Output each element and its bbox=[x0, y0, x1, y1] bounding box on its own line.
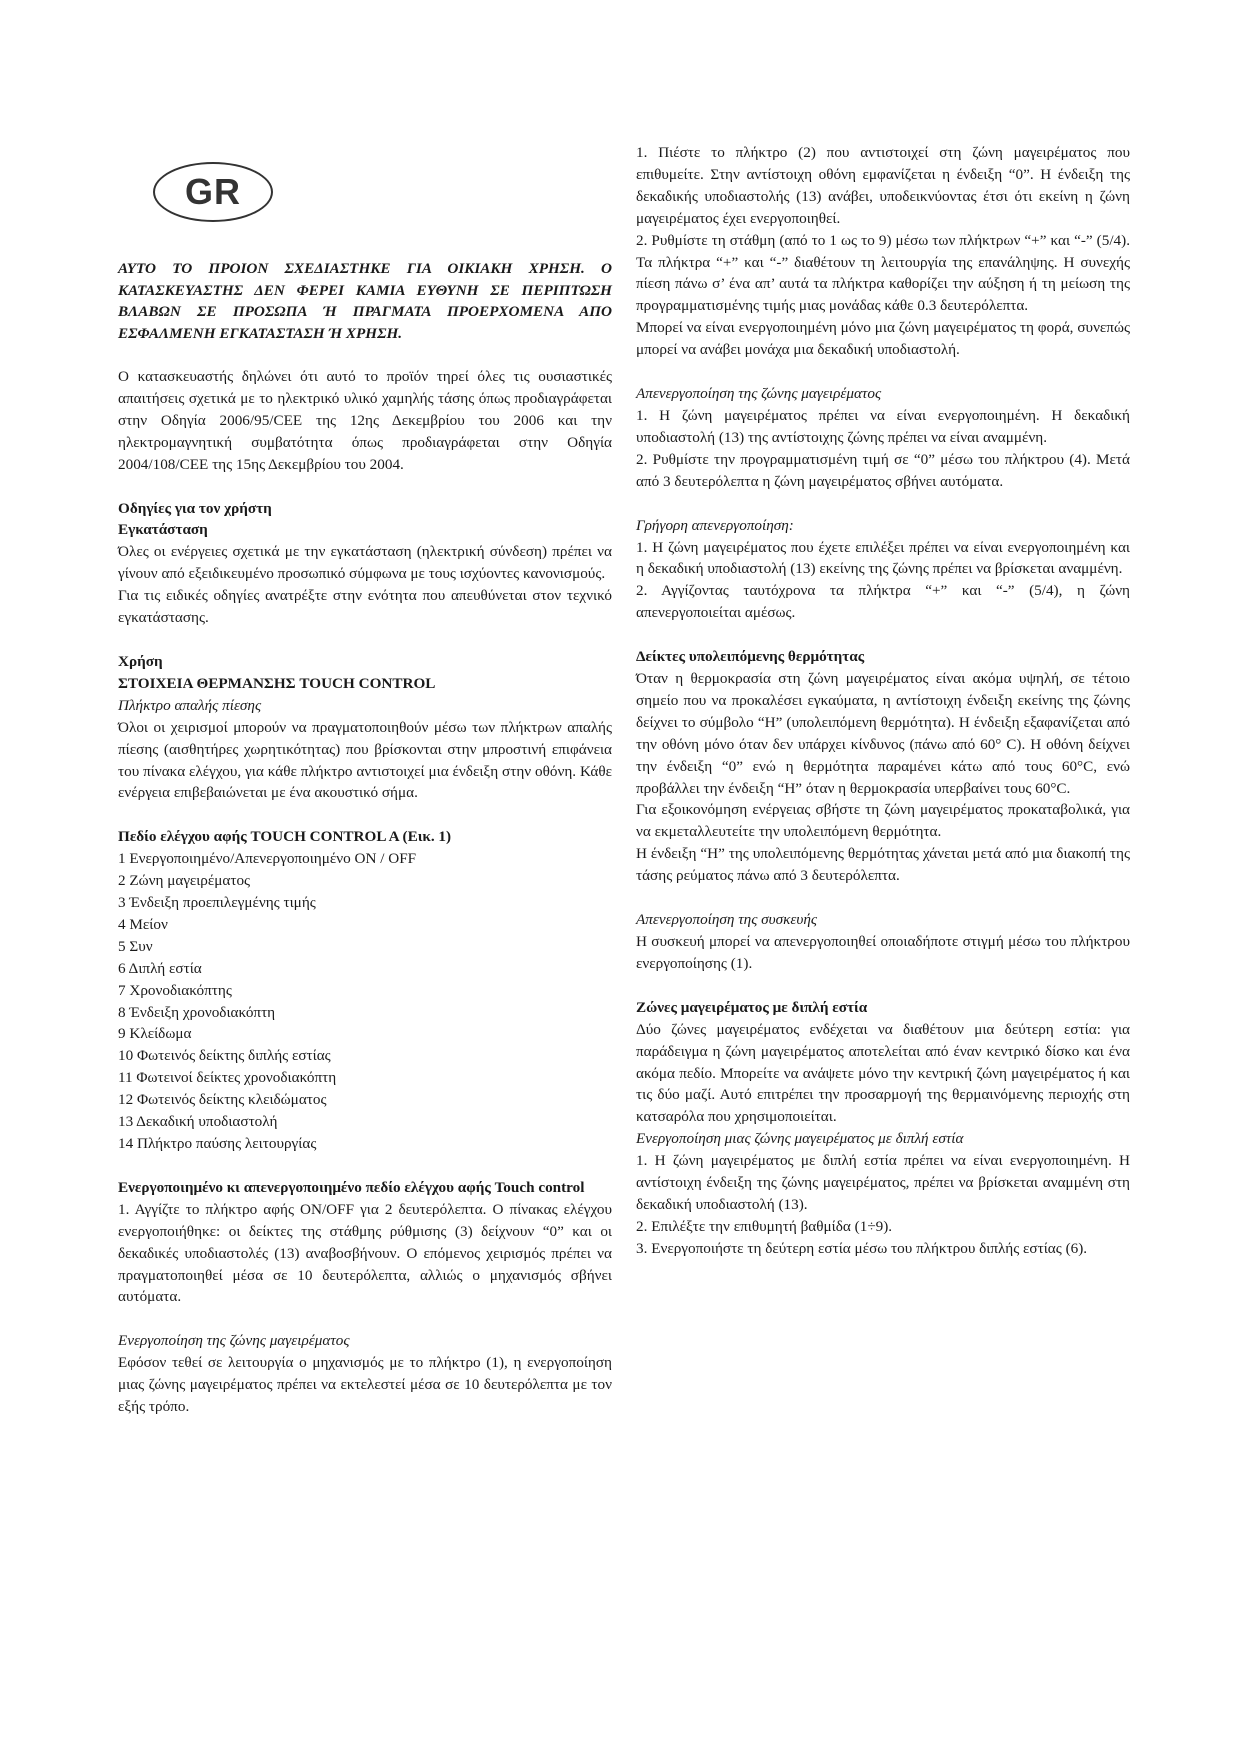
quick-off-heading: Γρήγορη απενεργοποίηση: bbox=[636, 516, 794, 534]
list-item: 4 Μείον bbox=[118, 915, 168, 933]
touch-elements-heading: ΣΤΟΙΧΕΙΑ ΘΕΡΜΑΝΣΗΣ TOUCH CONTROL bbox=[118, 674, 436, 692]
quick-off-step-2: 2. Αγγίζοντας ταυτόχρονα τα πλήκτρα “+” και “-” (5/4), η ζώνη απενεργοποιείται αμέσως. bbox=[636, 582, 1130, 622]
zone-on-note: Μπορεί να είναι ενεργοποιημένη μόνο μια ζώνη μαγειρέματος τη φορά, συνεπώς μπορεί να ανάβει μονάχα μια δεκαδική υποδιαστολή. bbox=[636, 319, 1130, 359]
list-item: 1 Ενεργοποιημένο/Απενεργοποιημένο ON / OFF bbox=[118, 850, 417, 868]
zone-on-text: Εφόσον τεθεί σε λειτουργία ο μηχανισμός με το πλήκτρο (1), η ενεργοποίηση μιας ζώνης μαγειρέματος πρέπει να εκτελεστεί μέσα σε 10 δευτερόλεπτα με τον εξής τρόπο. bbox=[118, 1354, 612, 1416]
list-item: 9 Κλείδωμα bbox=[118, 1025, 192, 1043]
list-item: 12 Φωτεινός δείκτης κλειδώματος bbox=[118, 1091, 327, 1109]
zone-off-step-1: 1. Η ζώνη μαγειρέματος πρέπει να είναι ενεργοποιημένη. Η δεκαδική υποδιαστολή (13) της αντίστοιχης ζώνης πρέπει να είναι αναμμένη. bbox=[636, 406, 1130, 446]
safety-warning: ΑΥΤΟ ΤΟ ΠΡΟΙΟΝ ΣΧΕΔΙΑΣΤΗΚΕ ΓΙΑ ΟΙΚΙΑΚΗ ΧΡΗΣΗ. Ο ΚΑΤΑΣΚΕΥΑΣΤΗΣ ΔΕΝ ΦΕΡΕΙ ΚΑΜΙΑ ΕΥΘΥΝΗ ΣΕ ΠΕΡΙΠΤΩΣΗ ΒΛΑΒΩΝ ΣΕ ΠΡΟΣΩΠΑ Ή ΠΡΑΓΜΑΤΑ ΠΡΟΕΡΧΟΜΕΝΑ ΑΠΟ ΕΣΦΑΛΜΕΝΗ ΕΓΚΑΤΑΣΤΑΣΗ Ή ΧΡΗΣΗ. bbox=[118, 260, 612, 342]
country-code: GR bbox=[185, 171, 241, 212]
list-item: 3 Ένδειξη προεπιλεγμένης τιμής bbox=[118, 894, 316, 912]
list-item: 7 Χρονοδιακόπτης bbox=[118, 981, 232, 999]
double-zone-step-1: 1. Η ζώνη μαγειρέματος με διπλή εστία πρέπει να είναι ενεργοποιημένη. Η αντίστοιχη ένδειξη της ζώνης μαγειρέματος, πρέπει να βρίσκεται αναμμένη στη δεκαδική υποδιαστολή (13). bbox=[636, 1152, 1130, 1213]
zone-on-step-1: 1. Πιέστε το πλήκτρο (2) που αντιστοιχεί στη ζώνη μαγειρέματος που επιθυμείτε. Στην αντίστοιχη οθόνη εμφανίζεται η ένδειξη “0”. Η ένδειξη της δεκαδικής υποδιαστολής (13) ανάβει, υποδεικνύοντας έτσι ότι εκείνη η ζώνη μαγειρέματος έχει ενεργοποιηθεί. bbox=[636, 144, 1130, 227]
soft-key-text: Όλοι οι χειρισμοί μπορούν να πραγματοποιηθούν μέσω των πλήκτρων απαλής πίεσης (αισθητήρες χωρητικότητας) που βρίσκονται στην μπροστινή επιφάνεια του πίνακα ελέγχου, για κάθε πλήκτρο αντιστοιχεί μια ένδειξη στην οθόνη. Κάθε ενέργεια επιβεβαιώνεται με ένα ακουστικό σήμα. bbox=[118, 718, 612, 802]
list-item: 5 Συν bbox=[118, 937, 153, 955]
use-heading: Χρήση bbox=[118, 652, 163, 670]
list-item: 14 Πλήκτρο παύσης λειτουργίας bbox=[118, 1135, 317, 1152]
country-badge-gr bbox=[153, 162, 273, 222]
list-item: 6 Διπλή εστία bbox=[118, 959, 202, 977]
residual-heat-text-2: Για εξοικονόμηση ενέργειας σβήστε τη ζώνη μαγειρέματος προκαταβολικά, για να εκμεταλλευτείτε την υπολειπόμενη θερμότητα. bbox=[636, 801, 1130, 841]
quick-off-step-1: 1. Η ζώνη μαγειρέματος που έχετε επιλέξει πρέπει να είναι ενεργοποιημένη και η δεκαδική υποδιαστολή (13) εκείνης της ζώνης πρέπει να βρίσκεται αναμμένη. bbox=[636, 538, 1130, 578]
zone-on-step-2: 2. Ρυθμίστε τη στάθμη (από το 1 ως το 9) μέσω των πλήκτρων “+” και “-” (5/4). Τα πλήκτρα “+” και “-” διαθέτουν τη λειτουργία της επανάληψης. Η συνεχής πίεση πάνω σ’ ένα απ’ αυτά τα πλήκτρα καθορίζει την αύξηση ή τη μείωση της προγραμματισμένης τιμής μιας μονάδας κάθε 0.3 δευτερόλεπτα. bbox=[636, 231, 1130, 315]
panel-legend-list bbox=[118, 848, 612, 1155]
installation-text-2: Για τις ειδικές οδηγίες ανατρέξτε στην ενότητα που απευθύνεται στον τεχνικό εγκατάστασης. bbox=[118, 587, 612, 627]
installation-text-1: Όλες οι ενέργειες σχετικά με την εγκατάσταση (ηλεκτρική σύνδεση) πρέπει να γίνουν από εξειδικευμένο προσωπικό σύμφωνα με τους ισχύοντες κανονισμούς. bbox=[118, 543, 612, 583]
user-instructions-heading: Οδηγίες για τον χρήστη bbox=[118, 499, 272, 517]
panel-heading: Πεδίο ελέγχου αφής TOUCH CONTROL A (Εικ. 1) bbox=[118, 828, 452, 846]
double-zone-on-heading: Ενεργοποίηση μιας ζώνης μαγειρέματος με διπλή εστία bbox=[636, 1130, 964, 1148]
installation-heading: Εγκατάσταση bbox=[118, 521, 208, 539]
list-item: 8 Ένδειξη χρονοδιακόπτη bbox=[118, 1003, 276, 1021]
onoff-heading: Ενεργοποιημένο κι απενεργοποιημένο πεδίο ελέγχου αφής Touch control bbox=[118, 1178, 585, 1196]
zone-off-step-2: 2. Ρυθμίστε την προγραμματισμένη τιμή σε “0” μέσω του πλήκτρου (4). Μετά από 3 δευτερόλεπτα η ζώνη μαγειρέματος σβήνει αυτόματα. bbox=[636, 450, 1130, 490]
list-item: 2 Ζώνη μαγειρέματος bbox=[118, 872, 251, 890]
double-zone-text: Δύο ζώνες μαγειρέματος ενδέχεται να διαθέτουν μια δεύτερη εστία: για παράδειγμα η ζώνη μαγειρέματος αποτελείται από έναν κεντρικό δίσκο και ένα ακόμα πεδίο. Μπορείτε να ανάψετε μόνο την κεντρική ζώνη μαγειρέματος ή και τις δύο μαζί. Αυτό επιτρέπει την προσαρμογή της θερμαινόμενης περιοχής στη κατσαρόλα που χρησιμοποιείται. bbox=[636, 1020, 1130, 1126]
residual-heat-heading: Δείκτες υπολειπόμενης θερμότητας bbox=[636, 648, 865, 666]
onoff-text: 1. Αγγίζτε το πλήκτρο αφής ON/OFF για 2 δευτερόλεπτα. Ο πίνακας ελέγχου ενεργοποιήθηκε: οι δείκτες της στάθμης ρύθμισης (3) δείχνουν “0” και οι δεκαδικές υποδιαστολές (13) αναβοσβήνουν. Ο επόμενος χειρισμός πρέπει να πραγματοποιηθεί μέσα σε 10 δευτερόλεπτα, αλλιώς ο μηχανισμός σβήνει αυτόματα. bbox=[118, 1200, 612, 1306]
list-item: 13 Δεκαδική υποδιαστολή bbox=[118, 1113, 278, 1131]
device-off-heading: Απενεργοποίηση της συσκευής bbox=[636, 911, 818, 929]
left-column bbox=[118, 258, 612, 1418]
list-item: 10 Φωτεινός δείκτης διπλής εστίας bbox=[118, 1047, 331, 1065]
double-zone-step-2: 2. Επιλέξτε την επιθυμητή βαθμίδα (1÷9). bbox=[636, 1217, 893, 1235]
soft-key-heading: Πλήκτρο απαλής πίεσης bbox=[118, 696, 262, 714]
zone-on-heading: Ενεργοποίηση της ζώνης μαγειρέματος bbox=[118, 1332, 350, 1350]
zone-off-heading: Απενεργοποίηση της ζώνης μαγειρέματος bbox=[636, 385, 882, 403]
list-item: 11 Φωτεινοί δείκτες χρονοδιακόπτη bbox=[118, 1069, 337, 1087]
double-zone-heading: Ζώνες μαγειρέματος με διπλή εστία bbox=[636, 998, 868, 1016]
residual-heat-text-3: Η ένδειξη “H” της υπολειπόμενης θερμότητας χάνεται μετά από μια διακοπή της τάσης ρεύματος πάνω από 3 δευτερόλεπτα. bbox=[636, 845, 1130, 885]
device-off-text: Η συσκευή μπορεί να απενεργοποιηθεί οποιαδήποτε στιγμή μέσω του πλήκτρου ενεργοποίησης (1). bbox=[636, 933, 1130, 972]
right-column bbox=[636, 142, 1130, 1260]
double-zone-step-3: 3. Ενεργοποιήστε τη δεύτερη εστία μέσω του πλήκτρου διπλής εστίας (6). bbox=[636, 1239, 1088, 1257]
residual-heat-text-1: Όταν η θερμοκρασία στη ζώνη μαγειρέματος είναι ακόμα υψηλή, σε τέτοιο σημείο που να προκαλέσει εγκαύματα, η αντίστοιχη ένδειξη εκείνης της ζώνης δείχνει το σύμβολο “H” (υπολειπόμενη θερμότητα). Η ένδειξη εξαφανίζεται από την οθόνη μόνο όταν δεν υπάρχει κίνδυνος (πάνω από 60° C). Η οθόνη δείχνει την ένδειξη “0” ενώ η θερμότητα παραμένει κάτω από τους 60°C, ενώ προβάλλει την ένδειξη “H” όταν η θερμοκρασία υπερβαίνει τους 60°C. bbox=[636, 670, 1130, 797]
declaration-text: Ο κατασκευαστής δηλώνει ότι αυτό το προϊόν τηρεί όλες τις ουσιαστικές απαιτήσεις σχετικά με το ηλεκτρικό υλικό χαμηλής τάσης όπως προδιαγράφεται στην Οδηγία 2006/95/CEE της 12ης Δεκεμβρίου του 2006 και την ηλεκτρομαγνητική συμβατότητα όπως προδιαγράφεται στην Οδηγία 2004/108/CEE της 15ης Δεκεμβρίου του 2004. bbox=[118, 368, 612, 473]
